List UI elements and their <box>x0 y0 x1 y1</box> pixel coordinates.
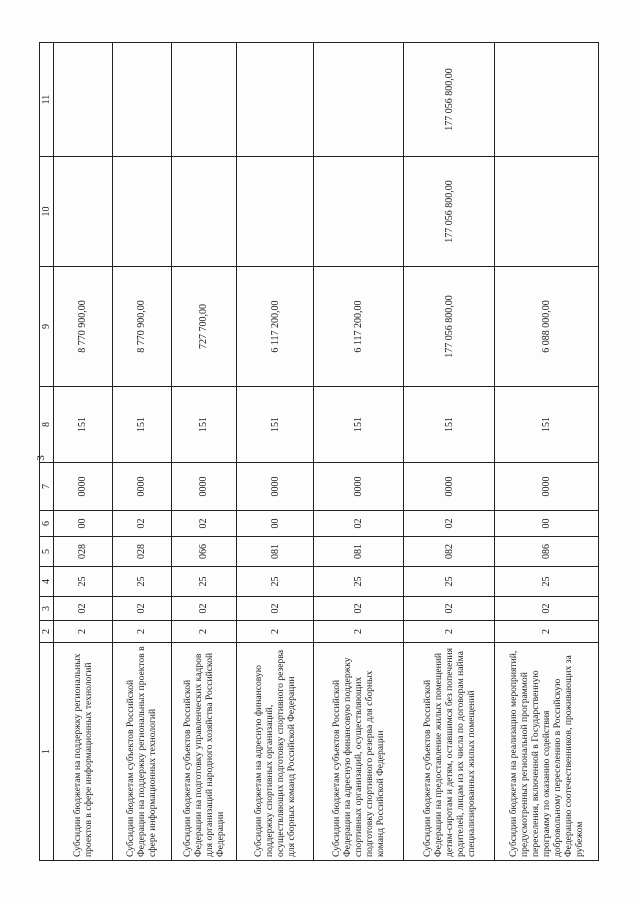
table-row <box>494 43 598 861</box>
cell-c8: 151 <box>314 387 404 463</box>
cell-c2: 2 <box>237 621 314 643</box>
col-header: 8 <box>40 387 54 463</box>
cell-c10 <box>171 157 237 267</box>
cell-c8: 151 <box>404 387 494 463</box>
cell-c4: 25 <box>404 567 494 597</box>
cell-c6: 00 <box>237 511 314 537</box>
cell-c11 <box>494 43 598 157</box>
cell-c8: 151 <box>171 387 237 463</box>
cell-c8: 151 <box>237 387 314 463</box>
table-row <box>237 43 314 861</box>
col-header: 1 <box>40 643 54 861</box>
cell-c10: 177 056 800,00 <box>404 157 494 267</box>
cell-c4: 25 <box>112 567 171 597</box>
row-name: Субсидии бюджетам субъектов Российской Федерации на поддержку региональных проектов в сфере информационных технологий <box>112 643 171 861</box>
cell-c7: 0000 <box>404 463 494 511</box>
cell-c10 <box>237 157 314 267</box>
cell-c7: 0000 <box>314 463 404 511</box>
cell-c5: 082 <box>404 537 494 567</box>
row-name: Субсидии бюджетам на поддержку региональных проектов в сфере информационных технологий <box>54 643 113 861</box>
cell-c11 <box>314 43 404 157</box>
row-name: Субсидии бюджетам субъектов Российской Федерации на адресную финансовую поддержку спортивных организаций, осуществляющих подготовку спортивного резерва для сборных команд Российской Федерации <box>314 643 404 861</box>
cell-c4: 25 <box>54 567 113 597</box>
cell-c5: 081 <box>314 537 404 567</box>
cell-c3: 02 <box>494 597 598 621</box>
cell-c6: 02 <box>171 511 237 537</box>
cell-c9: 727 700,00 <box>171 267 237 387</box>
cell-c6: 00 <box>54 511 113 537</box>
col-header: 7 <box>40 463 54 511</box>
cell-c8: 151 <box>54 387 113 463</box>
cell-c11 <box>54 43 113 157</box>
row-name: Субсидии бюджетам субъектов Российской Федерации на подготовку управленческих кадров для организаций народного хозяйства Российской Федерации <box>171 643 237 861</box>
cell-c5: 066 <box>171 537 237 567</box>
cell-c2: 2 <box>494 621 598 643</box>
col-header: 6 <box>40 511 54 537</box>
table-row <box>54 43 113 861</box>
cell-c3: 02 <box>54 597 113 621</box>
cell-c10 <box>494 157 598 267</box>
col-header: 2 <box>40 621 54 643</box>
cell-c6: 02 <box>404 511 494 537</box>
cell-c3: 02 <box>112 597 171 621</box>
col-header: 10 <box>40 157 54 267</box>
cell-c5: 028 <box>54 537 113 567</box>
cell-c4: 25 <box>314 567 404 597</box>
cell-c2: 2 <box>54 621 113 643</box>
rotated-table-container <box>39 43 599 861</box>
cell-c4: 25 <box>171 567 237 597</box>
table-row <box>171 43 237 861</box>
cell-c8: 151 <box>112 387 171 463</box>
cell-c9: 177 056 800,00 <box>404 267 494 387</box>
cell-c9: 6 088 000,00 <box>494 267 598 387</box>
cell-c6: 02 <box>112 511 171 537</box>
cell-c3: 02 <box>171 597 237 621</box>
cell-c7: 0000 <box>237 463 314 511</box>
cell-c11 <box>171 43 237 157</box>
cell-c11 <box>237 43 314 157</box>
cell-c7: 0000 <box>54 463 113 511</box>
cell-c7: 0000 <box>112 463 171 511</box>
cell-c4: 25 <box>237 567 314 597</box>
cell-c3: 02 <box>404 597 494 621</box>
col-header: 11 <box>40 43 54 157</box>
cell-c2: 2 <box>314 621 404 643</box>
cell-c5: 028 <box>112 537 171 567</box>
cell-c10 <box>112 157 171 267</box>
row-name: Субсидии бюджетам субъектов Российской Федерации на предоставление жилых помещений детям-сиротам и детям, оставшимся без попечения родителей, лицам из их числа по договорам найма специализированных жилых помещений <box>404 643 494 861</box>
cell-c3: 02 <box>237 597 314 621</box>
cell-c9: 6 117 200,00 <box>237 267 314 387</box>
cell-c10 <box>314 157 404 267</box>
cell-c4: 25 <box>494 567 598 597</box>
cell-c7: 0000 <box>494 463 598 511</box>
col-header: 3 <box>40 597 54 621</box>
cell-c10 <box>54 157 113 267</box>
cell-c11: 177 056 800,00 <box>404 43 494 157</box>
cell-c9: 8 770 900,00 <box>112 267 171 387</box>
row-name: Субсидии бюджетам на адресную финансовую поддержку спортивных организаций, осуществляющих подготовку спортивного резерва для сборных команд Российской Федерации <box>237 643 314 861</box>
cell-c6: 00 <box>494 511 598 537</box>
col-header: 5 <box>40 537 54 567</box>
cell-c9: 8 770 900,00 <box>54 267 113 387</box>
table-row <box>314 43 404 861</box>
cell-c11 <box>112 43 171 157</box>
header-row <box>40 43 54 861</box>
cell-c7: 0000 <box>171 463 237 511</box>
cell-c6: 02 <box>314 511 404 537</box>
cell-c2: 2 <box>171 621 237 643</box>
table-row <box>404 43 494 861</box>
cell-c5: 081 <box>237 537 314 567</box>
col-header: 4 <box>40 567 54 597</box>
cell-c8: 151 <box>494 387 598 463</box>
cell-c2: 2 <box>112 621 171 643</box>
cell-c2: 2 <box>404 621 494 643</box>
page-number: 3 <box>34 455 47 461</box>
table-row <box>112 43 171 861</box>
budget-table <box>39 42 599 861</box>
cell-c9: 6 117 200,00 <box>314 267 404 387</box>
cell-c5: 086 <box>494 537 598 567</box>
cell-c3: 02 <box>314 597 404 621</box>
col-header: 9 <box>40 267 54 387</box>
row-name: Субсидии бюджетам на реализацию мероприятий, предусмотренных региональной программой переселения, включенной в Государственную программу по оказанию содействия добровольному переселению в Российскую Федерацию соотечественников, проживающих за рубежом <box>494 643 598 861</box>
